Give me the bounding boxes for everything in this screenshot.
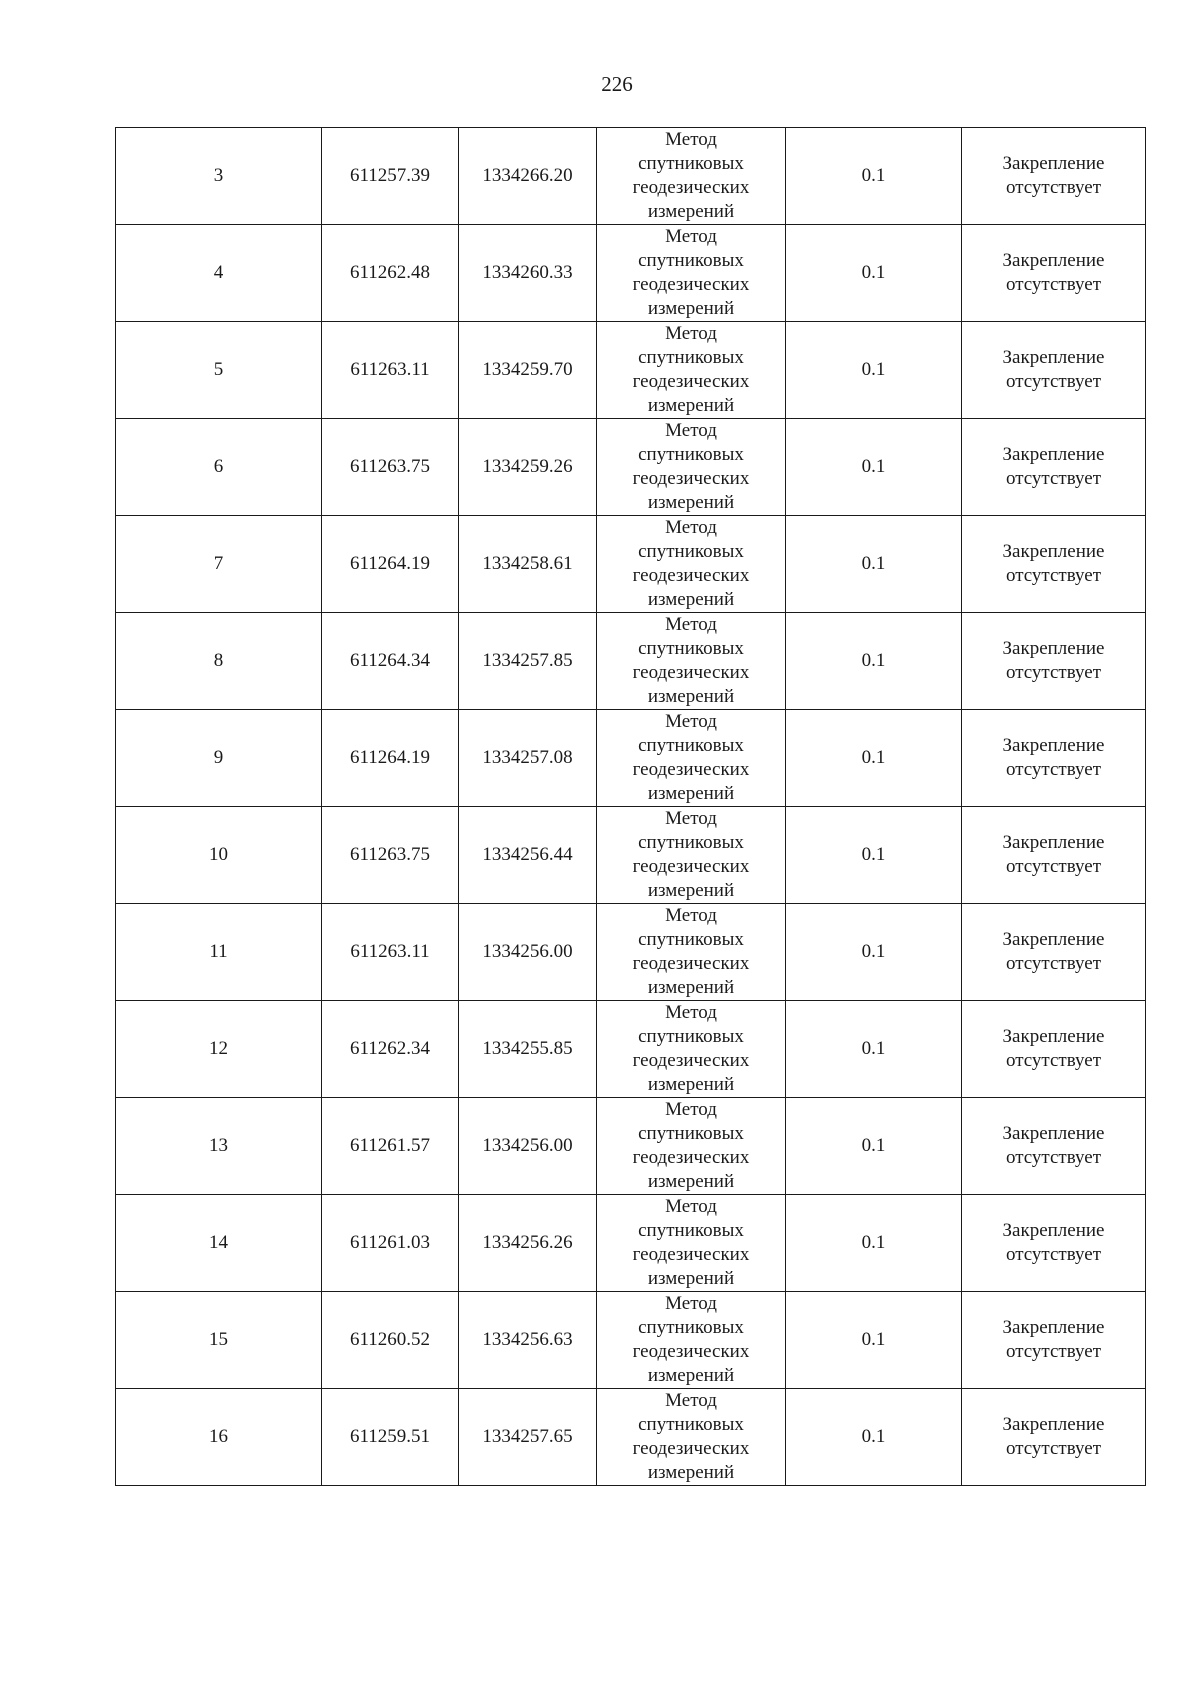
method-text-line: геодезических: [632, 1244, 750, 1265]
fixing-text-line: отсутствует: [1005, 371, 1102, 392]
fixing-text-line: отсутствует: [1005, 468, 1102, 489]
method-text-line: геодезических: [632, 1341, 750, 1362]
method-text-line: геодезических: [632, 856, 750, 877]
fixing-cell: [962, 516, 1146, 613]
accuracy-cell: 0.1: [786, 419, 962, 516]
method-cell: [597, 904, 786, 1001]
method-text-line: геодезических: [632, 1147, 750, 1168]
fixing-text-line: отсутствует: [1005, 274, 1102, 295]
fixing-text-line: отсутствует: [1005, 662, 1102, 683]
method-cell: [597, 1292, 786, 1389]
y-coordinate-cell: 1334266.20: [459, 128, 597, 225]
point-number-cell: 13: [116, 1098, 322, 1195]
method-text-line: спутниковых: [638, 1414, 744, 1435]
method-text-line: геодезических: [632, 177, 750, 198]
method-text-line: Метод: [665, 905, 717, 926]
method-text-line: измерений: [647, 492, 735, 513]
point-number-cell: 12: [116, 1001, 322, 1098]
fixing-text-line: отсутствует: [1005, 1050, 1102, 1071]
fixing-cell: [962, 1001, 1146, 1098]
method-text-line: измерений: [647, 1268, 735, 1289]
x-coordinate-cell: 611263.75: [322, 419, 459, 516]
method-text-line: Метод: [665, 1293, 717, 1314]
fixing-cell: [962, 613, 1146, 710]
method-cell: [597, 1001, 786, 1098]
y-coordinate-cell: 1334256.26: [459, 1195, 597, 1292]
fixing-cell: [962, 904, 1146, 1001]
method-text-line: геодезических: [632, 1438, 750, 1459]
point-number-cell: 8: [116, 613, 322, 710]
table-row: [116, 710, 1146, 807]
fixing-text-line: Закрепление: [1002, 1026, 1105, 1047]
table-row: [116, 904, 1146, 1001]
table-row: [116, 225, 1146, 322]
method-text-line: Метод: [665, 323, 717, 344]
fixing-text-line: Закрепление: [1002, 347, 1105, 368]
coordinates-table-body: [116, 128, 1146, 1486]
method-text-line: геодезических: [632, 371, 750, 392]
fixing-text-line: отсутствует: [1005, 1438, 1102, 1459]
method-text-line: геодезических: [632, 468, 750, 489]
method-cell: [597, 807, 786, 904]
fixing-text-line: отсутствует: [1005, 1147, 1102, 1168]
method-text-line: измерений: [647, 1074, 735, 1095]
accuracy-cell: 0.1: [786, 807, 962, 904]
fixing-text-line: отсутствует: [1005, 759, 1102, 780]
method-text-line: измерений: [647, 977, 735, 998]
x-coordinate-cell: 611263.11: [322, 322, 459, 419]
table-row: [116, 807, 1146, 904]
fixing-text-line: Закрепление: [1002, 1123, 1105, 1144]
method-text-line: спутниковых: [638, 347, 744, 368]
y-coordinate-cell: 1334256.00: [459, 1098, 597, 1195]
y-coordinate-cell: 1334258.61: [459, 516, 597, 613]
method-text-line: Метод: [665, 517, 717, 538]
x-coordinate-cell: 611264.34: [322, 613, 459, 710]
method-text-line: спутниковых: [638, 1026, 744, 1047]
accuracy-cell: 0.1: [786, 1389, 962, 1486]
method-text-line: Метод: [665, 614, 717, 635]
table-row: [116, 1001, 1146, 1098]
x-coordinate-cell: 611260.52: [322, 1292, 459, 1389]
y-coordinate-cell: 1334259.26: [459, 419, 597, 516]
accuracy-cell: 0.1: [786, 710, 962, 807]
fixing-text-line: отсутствует: [1005, 177, 1102, 198]
accuracy-cell: 0.1: [786, 322, 962, 419]
method-text-line: измерений: [647, 1462, 735, 1483]
method-cell: [597, 1195, 786, 1292]
method-text-line: Метод: [665, 129, 717, 150]
method-text-line: измерений: [647, 686, 735, 707]
fixing-text-line: Закрепление: [1002, 929, 1105, 950]
fixing-cell: [962, 128, 1146, 225]
point-number-cell: 9: [116, 710, 322, 807]
method-text-line: спутниковых: [638, 444, 744, 465]
point-number-cell: 10: [116, 807, 322, 904]
point-number-cell: 3: [116, 128, 322, 225]
method-text-line: Метод: [665, 1099, 717, 1120]
accuracy-cell: 0.1: [786, 613, 962, 710]
point-number-cell: 11: [116, 904, 322, 1001]
accuracy-cell: 0.1: [786, 1001, 962, 1098]
table-row: [116, 1098, 1146, 1195]
accuracy-cell: 0.1: [786, 1292, 962, 1389]
page-number: 226: [601, 72, 633, 96]
method-cell: [597, 613, 786, 710]
method-text-line: Метод: [665, 420, 717, 441]
point-number-cell: 15: [116, 1292, 322, 1389]
table-row: [116, 516, 1146, 613]
method-text-line: измерений: [647, 298, 735, 319]
fixing-text-line: отсутствует: [1005, 1341, 1102, 1362]
point-number-cell: 5: [116, 322, 322, 419]
method-cell: [597, 419, 786, 516]
y-coordinate-cell: 1334256.44: [459, 807, 597, 904]
method-text-line: геодезических: [632, 565, 750, 586]
method-text-line: спутниковых: [638, 832, 744, 853]
method-text-line: Метод: [665, 226, 717, 247]
fixing-text-line: отсутствует: [1005, 953, 1102, 974]
method-text-line: измерений: [647, 783, 735, 804]
fixing-cell: [962, 1389, 1146, 1486]
method-text-line: геодезических: [632, 953, 750, 974]
x-coordinate-cell: 611261.03: [322, 1195, 459, 1292]
method-text-line: геодезических: [632, 274, 750, 295]
fixing-cell: [962, 710, 1146, 807]
method-text-line: спутниковых: [638, 638, 744, 659]
fixing-text-line: Закрепление: [1002, 735, 1105, 756]
method-text-line: спутниковых: [638, 929, 744, 950]
x-coordinate-cell: 611262.34: [322, 1001, 459, 1098]
method-text-line: Метод: [665, 1196, 717, 1217]
table-row: [116, 419, 1146, 516]
x-coordinate-cell: 611263.11: [322, 904, 459, 1001]
x-coordinate-cell: 611263.75: [322, 807, 459, 904]
y-coordinate-cell: 1334257.85: [459, 613, 597, 710]
method-text-line: Метод: [665, 808, 717, 829]
fixing-text-line: Закрепление: [1002, 1317, 1105, 1338]
fixing-cell: [962, 1098, 1146, 1195]
method-cell: [597, 322, 786, 419]
coordinates-table: [115, 127, 1146, 1486]
fixing-text-line: отсутствует: [1005, 856, 1102, 877]
accuracy-cell: 0.1: [786, 225, 962, 322]
fixing-cell: [962, 1195, 1146, 1292]
fixing-cell: [962, 419, 1146, 516]
accuracy-cell: 0.1: [786, 516, 962, 613]
method-cell: [597, 1098, 786, 1195]
method-cell: [597, 225, 786, 322]
table-row: [116, 613, 1146, 710]
method-text-line: Метод: [665, 1002, 717, 1023]
table-row: [116, 322, 1146, 419]
method-text-line: измерений: [647, 201, 735, 222]
point-number-cell: 7: [116, 516, 322, 613]
x-coordinate-cell: 611264.19: [322, 516, 459, 613]
method-text-line: спутниковых: [638, 1220, 744, 1241]
accuracy-cell: 0.1: [786, 904, 962, 1001]
method-text-line: спутниковых: [638, 1317, 744, 1338]
y-coordinate-cell: 1334260.33: [459, 225, 597, 322]
y-coordinate-cell: 1334256.00: [459, 904, 597, 1001]
point-number-cell: 6: [116, 419, 322, 516]
method-text-line: геодезических: [632, 662, 750, 683]
method-cell: [597, 710, 786, 807]
accuracy-cell: 0.1: [786, 1098, 962, 1195]
fixing-cell: [962, 1292, 1146, 1389]
fixing-text-line: Закрепление: [1002, 153, 1105, 174]
fixing-cell: [962, 807, 1146, 904]
x-coordinate-cell: 611262.48: [322, 225, 459, 322]
fixing-text-line: Закрепление: [1002, 250, 1105, 271]
fixing-text-line: Закрепление: [1002, 444, 1105, 465]
method-text-line: спутниковых: [638, 735, 744, 756]
table-row: [116, 1195, 1146, 1292]
fixing-text-line: Закрепление: [1002, 832, 1105, 853]
table-row: [116, 128, 1146, 225]
method-cell: [597, 1389, 786, 1486]
table-row: [116, 1389, 1146, 1486]
fixing-cell: [962, 322, 1146, 419]
table-row: [116, 1292, 1146, 1389]
y-coordinate-cell: 1334257.65: [459, 1389, 597, 1486]
fixing-cell: [962, 225, 1146, 322]
y-coordinate-cell: 1334255.85: [459, 1001, 597, 1098]
method-text-line: измерений: [647, 395, 735, 416]
fixing-text-line: Закрепление: [1002, 638, 1105, 659]
method-cell: [597, 128, 786, 225]
method-text-line: измерений: [647, 880, 735, 901]
accuracy-cell: 0.1: [786, 1195, 962, 1292]
method-text-line: измерений: [647, 1171, 735, 1192]
method-text-line: Метод: [665, 711, 717, 732]
method-text-line: спутниковых: [638, 1123, 744, 1144]
method-text-line: измерений: [647, 1365, 735, 1386]
fixing-text-line: отсутствует: [1005, 1244, 1102, 1265]
point-number-cell: 4: [116, 225, 322, 322]
x-coordinate-cell: 611259.51: [322, 1389, 459, 1486]
x-coordinate-cell: 611261.57: [322, 1098, 459, 1195]
method-text-line: спутниковых: [638, 541, 744, 562]
fixing-text-line: Закрепление: [1002, 1220, 1105, 1241]
method-text-line: геодезических: [632, 759, 750, 780]
fixing-text-line: Закрепление: [1002, 1414, 1105, 1435]
y-coordinate-cell: 1334256.63: [459, 1292, 597, 1389]
method-text-line: Метод: [665, 1390, 717, 1411]
method-text-line: спутниковых: [638, 250, 744, 271]
point-number-cell: 16: [116, 1389, 322, 1486]
point-number-cell: 14: [116, 1195, 322, 1292]
fixing-text-line: Закрепление: [1002, 541, 1105, 562]
method-text-line: геодезических: [632, 1050, 750, 1071]
method-cell: [597, 516, 786, 613]
x-coordinate-cell: 611264.19: [322, 710, 459, 807]
x-coordinate-cell: 611257.39: [322, 128, 459, 225]
fixing-text-line: отсутствует: [1005, 565, 1102, 586]
y-coordinate-cell: 1334257.08: [459, 710, 597, 807]
method-text-line: спутниковых: [638, 153, 744, 174]
accuracy-cell: 0.1: [786, 128, 962, 225]
y-coordinate-cell: 1334259.70: [459, 322, 597, 419]
method-text-line: измерений: [647, 589, 735, 610]
